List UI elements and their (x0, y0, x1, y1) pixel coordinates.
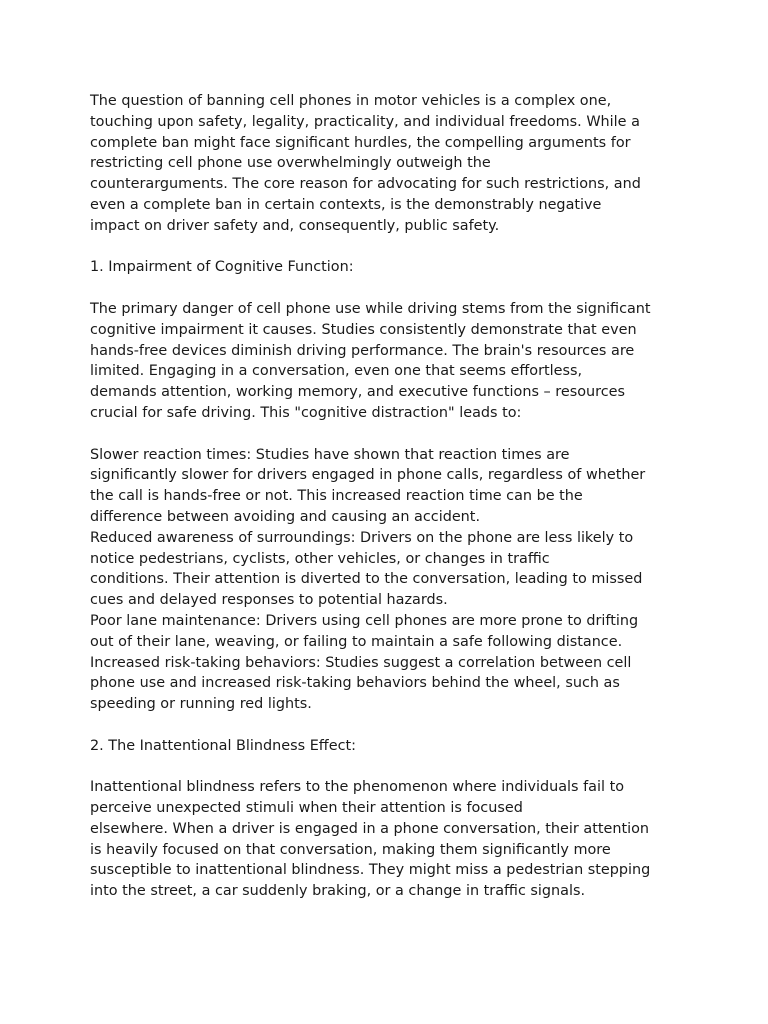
section2-paragraph (90, 777, 690, 902)
text-line: susceptible to inattentional blindness. They might miss a pedestrian stepping (90, 862, 651, 879)
text-line: even a complete ban in certain contexts, is the demonstrably negative (90, 196, 602, 213)
text-line: out of their lane, weaving, or failing to maintain a safe following distance. (90, 633, 623, 650)
text-line: perceive unexpected stimuli when their attention is focused (90, 800, 523, 817)
document-page (90, 91, 690, 902)
text-line: Slower reaction times: Studies have shown that reaction times are (90, 446, 570, 463)
intro-paragraph (90, 91, 690, 237)
section1-paragraph (90, 299, 690, 424)
text-line: Inattentional blindness refers to the phenomenon where individuals fail to (90, 779, 625, 796)
text-line: Poor lane maintenance: Drivers using cell phones are more prone to drifting (90, 612, 639, 629)
section1-list (90, 445, 690, 715)
text-line: the call is hands-free or not. This increased reaction time can be the (90, 488, 583, 505)
text-line: notice pedestrians, cyclists, other vehicles, or changes in traffic (90, 550, 550, 567)
text-line: Increased risk-taking behaviors: Studies suggest a correlation between cell (90, 654, 632, 671)
text-line: cues and delayed responses to potential hazards. (90, 592, 448, 609)
paragraph-gap (90, 278, 690, 299)
section-heading: 1. Impairment of Cognitive Function: (90, 259, 354, 276)
text-line: complete ban might face significant hurdles, the compelling arguments for (90, 134, 631, 151)
text-line: crucial for safe driving. This "cognitive distraction" leads to: (90, 404, 522, 421)
text-line: counterarguments. The core reason for advocating for such restrictions, and (90, 176, 641, 193)
text-line: impact on driver safety and, consequently, public safety. (90, 217, 500, 234)
text-line: significantly slower for drivers engaged in phone calls, regardless of whether (90, 467, 646, 484)
paragraph-gap (90, 757, 690, 778)
text-line: Reduced awareness of surroundings: Drivers on the phone are less likely to (90, 529, 634, 546)
text-line: into the street, a car suddenly braking, or a change in traffic signals. (90, 883, 586, 900)
text-line: elsewhere. When a driver is engaged in a phone conversation, their attention (90, 820, 650, 837)
text-line: limited. Engaging in a conversation, even one that seems effortless, (90, 363, 583, 380)
text-line: The primary danger of cell phone use while driving stems from the significant (90, 300, 651, 317)
text-line: cognitive impairment it causes. Studies consistently demonstrate that even (90, 321, 637, 338)
text-line: touching upon safety, legality, practicality, and individual freedoms. While a (90, 113, 640, 130)
paragraph-gap (90, 237, 690, 258)
text-line: difference between avoiding and causing an accident. (90, 508, 481, 525)
text-line: speeding or running red lights. (90, 696, 312, 713)
text-line: The question of banning cell phones in motor vehicles is a complex one, (90, 93, 612, 109)
section-heading: 2. The Inattentional Blindness Effect: (90, 737, 356, 754)
text-line: phone use and increased risk-taking behaviors behind the wheel, such as (90, 675, 620, 692)
paragraph-gap (90, 424, 690, 445)
text-line: is heavily focused on that conversation, making them significantly more (90, 841, 611, 858)
text-line: demands attention, working memory, and executive functions – resources (90, 384, 626, 401)
text-line: restricting cell phone use overwhelmingly outweigh the (90, 155, 491, 172)
text-line: conditions. Their attention is diverted to the conversation, leading to missed (90, 571, 643, 588)
text-line: hands-free devices diminish driving performance. The brain's resources are (90, 342, 635, 359)
paragraph-gap (90, 715, 690, 736)
